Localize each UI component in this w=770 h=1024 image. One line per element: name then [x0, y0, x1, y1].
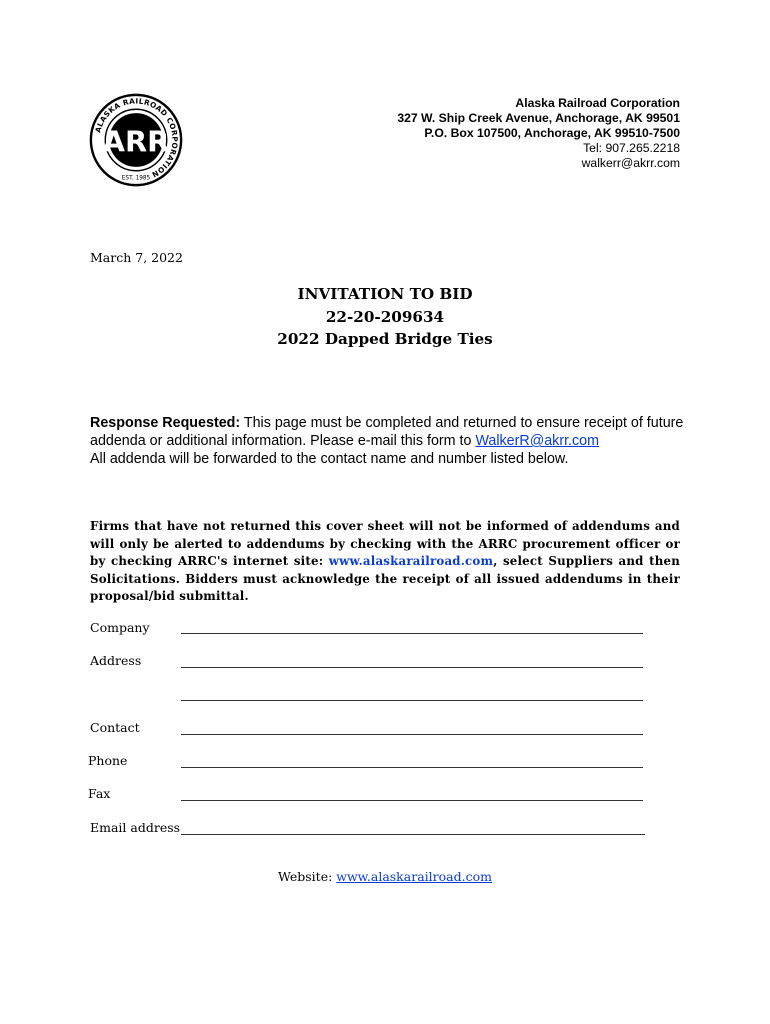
response-text: This page must be completed and returned to ensure receipt of future addenda or additional information. Please e-mail this form to [90, 415, 684, 449]
response-email-link[interactable]: WalkerR@akrr.com [475, 433, 600, 449]
bid-subject: 2022 Dapped Bridge Ties [277, 330, 493, 348]
footer-website [0, 869, 770, 884]
telephone: Tel: 907.265.2218 [583, 141, 680, 155]
arrc-logo [88, 92, 184, 188]
doc-heading: INVITATION TO BID [297, 285, 473, 303]
notice-text-1: Firms that have not returned this cover sheet will not be informed of addendums and will only be alerted to addendums by checking with the ARRC procurement officer or by checking ARRC's internet site: [90, 519, 680, 568]
logo-ring-text: ALASKA RAILROAD CORPORATION [93, 96, 180, 180]
company-field[interactable] [181, 633, 643, 634]
response-text-2: All addenda will be forwarded to the contact name and number listed below. [90, 451, 569, 467]
org-name: Alaska Railroad Corporation [515, 96, 680, 110]
address-field-2[interactable] [181, 700, 643, 701]
po-box: P.O. Box 107500, Anchorage, AK 99510-7500 [424, 126, 680, 140]
response-requested [90, 414, 690, 468]
contact-label: Contact [90, 720, 140, 735]
address-field-1[interactable] [181, 667, 643, 668]
fax-label: Fax [88, 786, 111, 801]
bid-number: 22-20-209634 [325, 307, 445, 326]
response-label: Response Requested: [90, 415, 241, 431]
logo-monogram [103, 113, 170, 167]
addendum-notice [90, 518, 680, 606]
title-block [0, 283, 770, 351]
notice-site-link[interactable]: www.alaskarailroad.com [328, 554, 494, 568]
fax-field[interactable] [181, 800, 643, 801]
address-label: Address [90, 653, 142, 668]
phone-label: Phone [88, 753, 128, 768]
logo-established: EST. 1985 [121, 175, 151, 182]
website-link[interactable]: www.alaskarailroad.com [336, 869, 492, 884]
notice-text-2: , select Suppliers and then Solicitations. Bidders must acknowledge the receipt of all issued addendums in their proposal/bid submittal. [90, 554, 680, 603]
street-address: 327 W. Ship Creek Avenue, Anchorage, AK 99501 [397, 111, 680, 125]
document-date: March 7, 2022 [90, 250, 183, 265]
company-label: Company [90, 620, 150, 635]
website-label: Website: [278, 869, 337, 884]
phone-field[interactable] [181, 767, 643, 768]
contact-field[interactable] [181, 734, 643, 735]
email-label: Email address [90, 820, 181, 835]
letterhead-email: walkerr@akrr.com [581, 156, 680, 170]
letterhead [397, 96, 680, 171]
email-field[interactable] [181, 834, 645, 835]
svg-text:ARR: ARR [102, 124, 170, 159]
